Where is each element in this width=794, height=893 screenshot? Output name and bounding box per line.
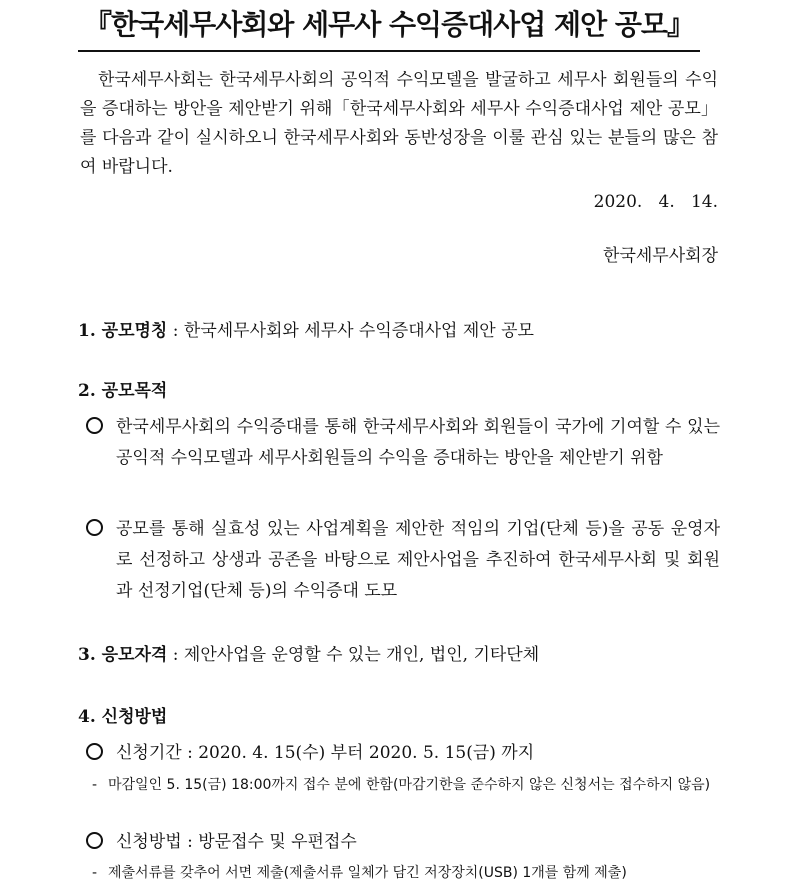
title-underline — [78, 50, 700, 52]
section-1-title: 1. 공모명칭 — [78, 321, 168, 341]
period-note — [92, 774, 720, 796]
document-title: 『한국세무사회와 세무사 수익증대사업 제안 공모』 — [84, 8, 694, 41]
issue-date: 2020. 4. 14. — [593, 192, 718, 212]
circle-bullet-icon — [86, 417, 103, 434]
section-3-heading — [78, 640, 539, 665]
application-method-text: 신청방법 : 방문접수 및 우편접수 — [116, 832, 357, 852]
intro-text: 한국세무사회는 한국세무사회의 공익적 수익모델을 발굴하고 세무사 회원들의 수익을 증대하는 방안을 제안받기 위해「한국세무사회와 세무사 수익증대사업 제안 공모」를 다음과 같이 실시하오니 한국세무사회와 동반성장을 이룰 관심 있는 분들의 많은 참여 바랍니다. — [80, 70, 718, 177]
purpose-bullet-1 — [86, 412, 720, 474]
purpose-bullet-2 — [86, 514, 720, 607]
section-2-heading — [78, 376, 167, 401]
purpose-bullet-2-text: 공모를 통해 실효성 있는 사업계획을 제안한 적임의 기업(단체 등)을 공동 운영자로 선정하고 상생과 공존을 바탕으로 제안사업을 추진하여 한국세무사회 및 회원과 선정기업(단체 등)의 수익증대 도모 — [116, 519, 720, 601]
section-4-title: 4. 신청방법 — [78, 707, 168, 727]
purpose-bullet-1-text: 한국세무사회의 수익증대를 통해 한국세무사회와 회원들이 국가에 기여할 수 있는 공익적 수익모델과 세무사회원들의 수익을 증대하는 방안을 제안받기 위함 — [116, 417, 720, 468]
application-period-bullet — [86, 738, 720, 769]
period-note-text: 마감일인 5. 15(금) 18:00까지 접수 분에 한함(마감기한을 준수하지 않은 신청서는 접수하지 않음) — [108, 777, 711, 793]
circle-bullet-icon — [86, 519, 103, 536]
dash-bullet-icon: - — [92, 865, 98, 881]
section-4-heading — [78, 702, 167, 727]
intro-paragraph — [80, 66, 718, 182]
circle-bullet-icon — [86, 832, 103, 849]
dash-bullet-icon: - — [92, 777, 98, 793]
method-note — [92, 862, 720, 884]
section-2-title: 2. 공모목적 — [78, 381, 168, 401]
signer: 한국세무사회장 — [603, 246, 718, 266]
section-1-desc: : 한국세무사회와 세무사 수익증대사업 제안 공모 — [167, 321, 534, 341]
circle-bullet-icon — [86, 743, 103, 760]
application-period-text: 신청기간 : 2020. 4. 15(수) 부터 2020. 5. 15(금) 까지 — [116, 743, 535, 763]
section-3-desc: : 제안사업을 운영할 수 있는 개인, 법인, 기타단체 — [167, 645, 540, 665]
section-1-heading — [78, 316, 534, 341]
application-method-bullet — [86, 827, 720, 858]
method-note-text: 제출서류를 갖추어 서면 제출(제출서류 일체가 담긴 저장장치(USB) 1개를 함께 제출) — [108, 865, 627, 881]
section-3-title: 3. 응모자격 — [78, 645, 168, 665]
document-title-block — [78, 6, 700, 44]
